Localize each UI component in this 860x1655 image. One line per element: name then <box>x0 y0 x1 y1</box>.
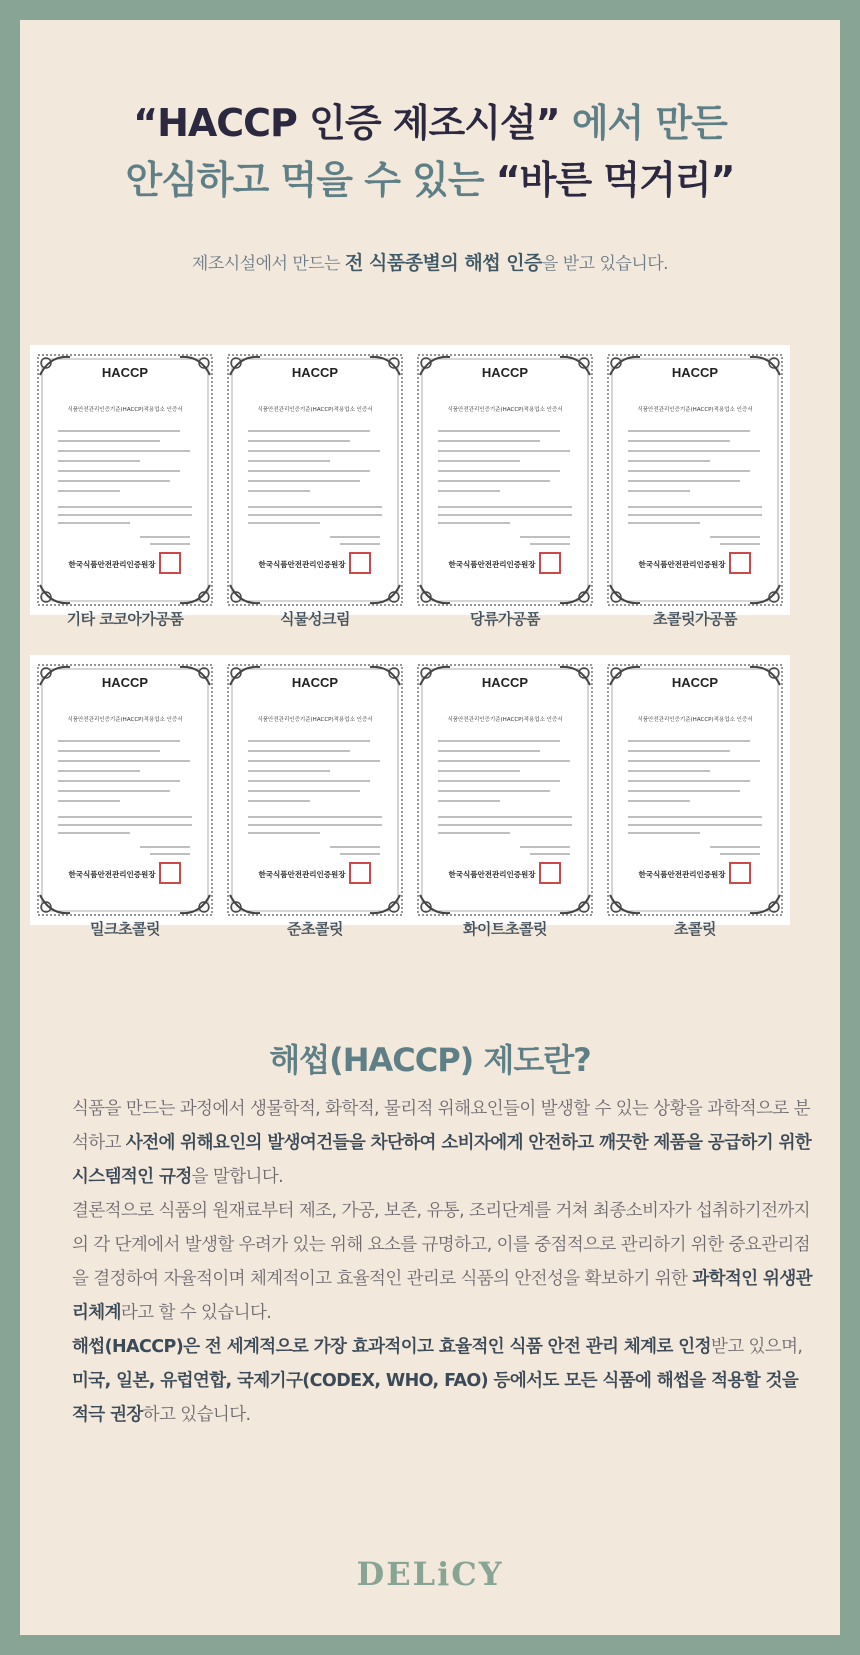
para3-bold-2: 미국, 일본, 유럽연합, 국제기구(CODEX, WHO, FAO) 등에서도 모든 식품에 해썹을 적용할 것을 적극 권장 <box>72 1371 799 1425</box>
paragraph-definition <box>72 1092 812 1432</box>
certificate-issuer: 한국식품안전관리인증원장 <box>638 560 726 569</box>
certificate-caption: 초콜릿 <box>674 920 716 938</box>
official-stamp-icon <box>350 553 370 573</box>
certificate-title: 식품안전관리인증기준(HACCP)적용업소 인증서 <box>637 717 753 723</box>
certificate-logo: HACCP <box>671 365 719 380</box>
certificate-logo: HACCP <box>101 675 149 690</box>
official-stamp-icon <box>730 863 750 883</box>
haccp-certificate <box>600 345 790 615</box>
certificate-document-icon <box>220 345 410 615</box>
certificate-document-icon <box>600 655 790 925</box>
para1-text-end: 을 말합니다. <box>191 1167 284 1187</box>
haccp-certificate <box>410 345 600 615</box>
certificate-caption: 당류가공품 <box>470 610 540 628</box>
subtitle-post: 을 받고 있습니다. <box>541 254 669 274</box>
official-stamp-icon <box>730 553 750 573</box>
subtitle-pre: 제조시설에서 만드는 <box>191 254 346 274</box>
para2-text-end: 라고 할 수 있습니다. <box>120 1303 272 1323</box>
headline-line-2 <box>20 155 840 205</box>
certificate-issuer: 한국식품안전관리인증원장 <box>258 870 346 879</box>
para3-text-end: 하고 있습니다. <box>142 1405 251 1425</box>
headline-line-1 <box>20 98 840 148</box>
certificate-issuer: 한국식품안전관리인증원장 <box>448 560 536 569</box>
certificate-caption: 식물성크림 <box>280 610 350 628</box>
haccp-certificate <box>600 655 790 925</box>
para3-bold: 해썹(HACCP)은 전 세계적으로 가장 효과적이고 효율적인 식품 안전 관리 체계로 인정 <box>72 1337 711 1357</box>
certificate-title: 식품안전관리인증기준(HACCP)적용업소 인증서 <box>67 407 183 413</box>
certificate-caption: 기타 코코아가공품 <box>66 610 184 628</box>
certificate-logo: HACCP <box>291 365 339 380</box>
para1-bold: 사전에 위해요인의 발생여건들을 차단하여 소비자에게 안전하고 깨끗한 제품을 공급하기 위한 시스템적인 규정 <box>72 1133 812 1187</box>
subtitle <box>20 248 840 275</box>
certificate-title: 식품안전관리인증기준(HACCP)적용업소 인증서 <box>637 407 753 413</box>
certificate-title: 식품안전관리인증기준(HACCP)적용업소 인증서 <box>447 717 563 723</box>
haccp-certificate <box>220 345 410 615</box>
official-stamp-icon <box>160 553 180 573</box>
haccp-certificate <box>220 655 410 925</box>
certificate-title: 식품안전관리인증기준(HACCP)적용업소 인증서 <box>257 407 373 413</box>
certificate-logo: HACCP <box>481 365 529 380</box>
certificate-document-icon <box>600 345 790 615</box>
section-title: 해썹(HACCP) 제도란? <box>269 1041 591 1079</box>
certificate-issuer: 한국식품안전관리인증원장 <box>258 560 346 569</box>
para1-text: 식품을 만드는 과정에서 생물학적, 화학적, 물리적 위해요인들이 발생할 수 있는 상황을 과학적으로 분석하고 <box>72 1099 810 1153</box>
official-stamp-icon <box>350 863 370 883</box>
headline-safe-to-eat: 안심하고 먹을 수 있는 <box>125 158 496 202</box>
official-stamp-icon <box>540 553 560 573</box>
headline-made-at: 에서 만든 <box>559 101 727 145</box>
content-panel <box>20 20 840 1635</box>
brand-logo: DELiCY <box>356 1555 504 1593</box>
certificate-document-icon <box>30 345 220 615</box>
certificate-logo: HACCP <box>481 675 529 690</box>
headline-quote-food: “바른 먹거리” <box>495 158 735 202</box>
headline-quote-haccp: “HACCP 인증 제조시설” <box>133 101 560 145</box>
certificate-issuer: 한국식품안전관리인증원장 <box>68 870 156 879</box>
certificate-title: 식품안전관리인증기준(HACCP)적용업소 인증서 <box>67 717 183 723</box>
certificate-document-icon <box>220 655 410 925</box>
certificate-issuer: 한국식품안전관리인증원장 <box>638 870 726 879</box>
certificate-document-icon <box>30 655 220 925</box>
certificate-caption: 준초콜릿 <box>287 920 343 938</box>
official-stamp-icon <box>540 863 560 883</box>
certificate-document-icon <box>410 655 600 925</box>
certificate-caption: 밀크초콜릿 <box>90 920 160 938</box>
haccp-certificate <box>410 655 600 925</box>
para2-bold: 과학적인 위생관리체계 <box>72 1269 812 1323</box>
official-stamp-icon <box>160 863 180 883</box>
certificate-caption: 초콜릿가공품 <box>653 610 737 628</box>
certificate-logo: HACCP <box>101 365 149 380</box>
certificate-title: 식품안전관리인증기준(HACCP)적용업소 인증서 <box>447 407 563 413</box>
certificate-document-icon <box>410 345 600 615</box>
certificate-logo: HACCP <box>291 675 339 690</box>
para2-text: 결론적으로 식품의 원재료부터 제조, 가공, 보존, 유통, 조리단계를 거쳐 최종소비자가 섭취하기전까지의 각 단계에서 발생할 우려가 있는 위해 요소를 규명하고, 이를 중점적으로 관리하기 위한 중요관리점을 결정하여 자율적이며 체계적이고 효율적인 관리로 식품의 안전성을 확보하기 위한 <box>72 1201 810 1289</box>
certificate-caption: 화이트초콜릿 <box>463 920 547 938</box>
haccp-certificate <box>30 345 220 615</box>
para3-text: 받고 있으며, <box>710 1337 803 1357</box>
certificate-logo: HACCP <box>671 675 719 690</box>
haccp-certificate <box>30 655 220 925</box>
subtitle-bold: 전 식품종별의 해썹 인증 <box>345 252 542 274</box>
certificate-title: 식품안전관리인증기준(HACCP)적용업소 인증서 <box>257 717 373 723</box>
certificate-issuer: 한국식품안전관리인증원장 <box>448 870 536 879</box>
certificate-issuer: 한국식품안전관리인증원장 <box>68 560 156 569</box>
